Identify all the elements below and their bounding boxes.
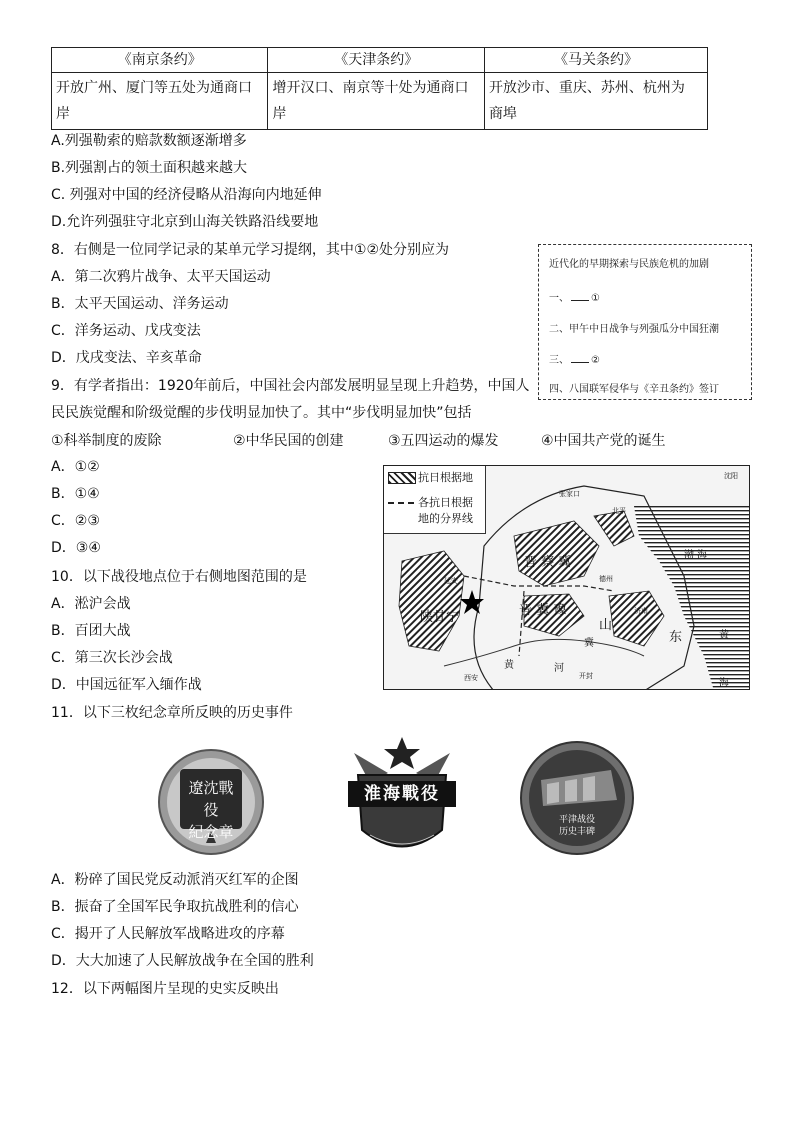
pingjin-medal	[519, 740, 635, 856]
q11-option-d: D．大大加速了人民解放战争在全国的胜利	[51, 953, 314, 969]
q9-option-b: B．①④	[51, 486, 100, 502]
q9-option-c: C．②③	[51, 513, 100, 529]
treaty-table	[51, 47, 708, 130]
q7-option-c: C. 列强对中国的经济侵略从沿海向内地延伸	[51, 187, 322, 203]
q8-option-d: D．戊戌变法、辛亥革命	[51, 350, 202, 366]
label-jinchaji: 晋 察 冀	[524, 555, 572, 570]
blank-line	[571, 362, 589, 363]
outline-item-4: 四、八国联军侵华与《辛丑条约》签订	[549, 384, 719, 395]
legend-base-label: 抗日根据地	[418, 471, 473, 484]
outline-item-1-prefix: 一、	[549, 293, 569, 304]
label-shandong-east: 东	[669, 630, 683, 645]
label-shanganning: 陕甘宁	[420, 610, 460, 625]
label-dezhou: 德州	[599, 575, 613, 583]
q9-choice-1: ①科举制度的废除	[51, 433, 162, 449]
cell-line: 增开汉口、南京等十处为通商口	[272, 80, 469, 96]
q11-stem: 11．以下三枚纪念章所反映的历史事件	[51, 705, 293, 721]
outline-mark-1: ①	[591, 293, 600, 304]
outline-item-3-prefix: 三、	[549, 355, 569, 366]
liaoshen-medal-text	[184, 777, 238, 843]
liaoshen-medal-line1: 遼沈戰役	[188, 779, 234, 819]
q9-choice-2: ②中华民国的创建	[233, 433, 344, 449]
q10-option-b: B．百团大战	[51, 623, 131, 639]
label-beiping: 北平	[612, 507, 626, 515]
legend-boundary-label-2: 地的分界线	[418, 512, 473, 525]
pingjin-medal-icon	[519, 740, 635, 856]
pingjin-medal-line1: 平津战役	[558, 815, 595, 825]
anti-japanese-base-map	[383, 465, 750, 690]
outline-title: 近代化的早期探索与民族危机的加剧	[549, 259, 709, 270]
label-sea: 海	[719, 678, 729, 689]
q9-stem-line1: 9．有学者指出：1920年前后，中国社会内部发展明显呈现上升趋势，中国人	[51, 378, 530, 394]
label-shenyang: 沈阳	[724, 472, 738, 480]
q8-option-b: B．太平天国运动、洋务运动	[51, 296, 229, 312]
q8-stem: 8．右侧是一位同学记录的某单元学习提纲，其中①②处分别应为	[51, 242, 450, 258]
liaoshen-medal-line2: 紀念章	[188, 823, 234, 841]
pingjin-medal-text	[549, 814, 605, 838]
study-outline-box	[538, 244, 752, 400]
boundary-line-icon	[388, 502, 414, 504]
q9-stem-line2: 民民族觉醒和阶级觉醒的步伐明显加快了。其中“步伐明显加快”包括	[51, 405, 472, 421]
q12-stem: 12．以下两幅图片呈现的史实反映出	[51, 981, 279, 997]
q11-option-b: B．振奋了全国军民争取抗战胜利的信心	[51, 899, 299, 915]
label-yanan: 延安	[444, 577, 458, 585]
cell-line: 岸	[272, 106, 287, 122]
label-kaifeng: 开封	[579, 672, 593, 680]
cell-line: 岸	[56, 106, 70, 122]
pingjin-medal-line2: 历史丰碑	[558, 827, 595, 837]
q9-choice-4: ④中国共产党的诞生	[541, 433, 666, 449]
q9-option-a: A．①②	[51, 459, 100, 475]
label-luxi: 冀	[584, 638, 594, 649]
label-jinjiyu: 晋 冀 豫	[519, 603, 567, 618]
q7-option-a: A.列强勒索的赔款数额逐渐增多	[51, 133, 247, 149]
q10-option-a: A．淞沪会战	[51, 596, 131, 612]
base-area-swatch-icon	[388, 472, 416, 484]
table-cell-nanjing	[52, 73, 268, 130]
q9-option-d: D．③④	[51, 540, 101, 556]
label-river-huang: 黄	[504, 660, 514, 671]
table-cell-tianjin	[268, 73, 484, 130]
outline-item-3	[549, 351, 600, 366]
huaihai-medal-label: 淮海戰役	[364, 784, 440, 804]
liaoshen-medal	[156, 747, 266, 857]
label-yellow-sea: 黄	[719, 630, 729, 641]
q10-option-d: D．中国远征军入缅作战	[51, 677, 202, 693]
q9-choice-3: ③五四运动的爆发	[388, 433, 499, 449]
q11-option-a: A．粉碎了国民党反动派消灭红军的企图	[51, 872, 299, 888]
table-header-nanjing: 《南京条约》	[52, 48, 268, 73]
cell-line: 商埠	[488, 106, 517, 122]
cell-line: 开放广州、厦门等五处为通商口	[56, 80, 252, 96]
q10-stem: 10．以下战役地点位于右侧地图范围的是	[51, 569, 307, 585]
cell-line: 开放沙市、重庆、苏州、杭州为	[488, 80, 685, 96]
label-river-he: 河	[554, 663, 564, 674]
legend-boundary-label-1: 各抗日根据	[418, 496, 473, 509]
q8-option-a: A．第二次鸦片战争、太平天国运动	[51, 269, 271, 285]
label-bohai: 渤 海	[684, 550, 708, 561]
label-xian: 西安	[464, 674, 478, 682]
label-zhangjiakou: 张家口	[559, 490, 580, 498]
q11-option-c: C．揭开了人民解放军战略进攻的序幕	[51, 926, 285, 942]
q7-option-d: D.允许列强驻守北京到山海关铁路沿线要地	[51, 214, 319, 230]
outline-item-1	[549, 289, 600, 304]
outline-mark-2: ②	[591, 355, 600, 366]
q7-option-b: B.列强割占的领土面积越来越大	[51, 160, 248, 176]
outline-item-2: 二、甲午中日战争与列强瓜分中国狂潮	[549, 324, 719, 335]
table-header-maguan: 《马关条约》	[484, 48, 707, 73]
huaihai-medal	[340, 735, 464, 863]
q8-option-c: C．洋务运动、戊戌变法	[51, 323, 201, 339]
map-legend	[384, 466, 486, 534]
q10-option-c: C．第三次长沙会战	[51, 650, 173, 666]
table-cell-maguan	[484, 73, 707, 130]
label-jinan: 济南	[634, 607, 648, 615]
table-header-tianjin: 《天津条约》	[268, 48, 484, 73]
label-shandong: 山	[599, 618, 613, 633]
blank-line	[571, 300, 589, 301]
